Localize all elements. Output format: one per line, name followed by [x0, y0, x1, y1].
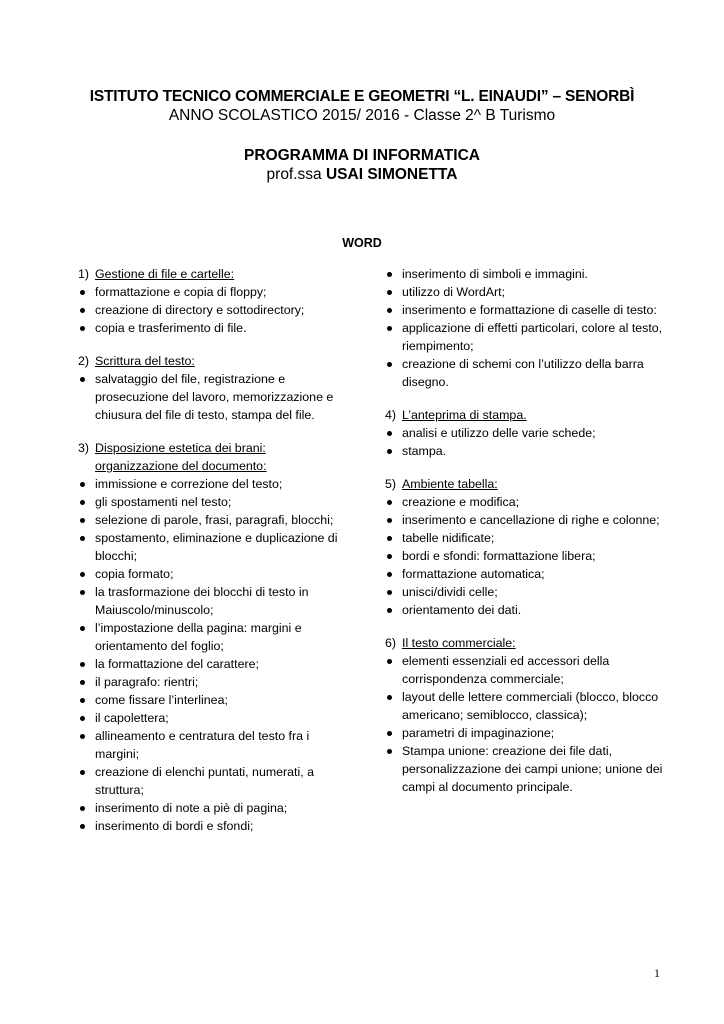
- section-number: 5): [385, 477, 397, 491]
- bullet-icon: [80, 626, 85, 631]
- bullet-icon: [80, 308, 85, 313]
- bullet-icon: [387, 290, 392, 295]
- bullet-icon: [80, 698, 85, 703]
- bullet-icon: [387, 449, 392, 454]
- list-item-text: applicazione di effetti particolari, colore al testo, riempimento;: [402, 321, 663, 353]
- bullet-icon: [387, 590, 392, 595]
- bullet-icon: [80, 662, 85, 667]
- bullet-icon: [387, 326, 392, 331]
- section-heading: [385, 634, 665, 652]
- list-item: [385, 442, 665, 460]
- list-item: [78, 763, 340, 799]
- list-item-text: allineamento e centratura del testo fra i margini;: [95, 729, 310, 761]
- list-item-text: orientamento dei dati.: [402, 603, 522, 617]
- list-item: [385, 319, 665, 355]
- bullet-icon: [80, 824, 85, 829]
- list-item: [385, 265, 665, 283]
- bullet-icon: [387, 731, 392, 736]
- list-item-text: inserimento di bordi e sfondi;: [95, 819, 254, 833]
- list-item-text: la trasformazione dei blocchi di testo in Maiuscolo/minuscolo;: [95, 585, 309, 617]
- list-item-text: stampa.: [402, 444, 447, 458]
- list-item-text: la formattazione del carattere;: [95, 657, 259, 671]
- list-item-text: copia formato;: [95, 567, 174, 581]
- bullet-list: [385, 424, 665, 460]
- list-item: [78, 619, 340, 655]
- list-item: [385, 355, 665, 391]
- list-item: [385, 688, 665, 724]
- list-item-text: parametri di impaginazione;: [402, 726, 555, 740]
- program-section: [385, 475, 665, 619]
- list-item: [385, 493, 665, 511]
- section-spacer: [385, 391, 665, 406]
- bullet-icon: [80, 482, 85, 487]
- section-spacer: [385, 619, 665, 634]
- list-item-text: creazione di elenchi puntati, numerati, a struttura;: [95, 765, 315, 797]
- program-section: [78, 265, 340, 337]
- bullet-list: [78, 475, 340, 835]
- list-item: [78, 493, 340, 511]
- section-number: 2): [78, 354, 90, 368]
- program-section: [385, 634, 665, 796]
- bullet-icon: [387, 362, 392, 367]
- bullet-icon: [387, 749, 392, 754]
- list-item-text: elementi essenziali ed accessori della corrispondenza commerciale;: [402, 654, 610, 686]
- list-item-text: formattazione e copia di floppy;: [95, 285, 267, 299]
- section-number: 4): [385, 408, 397, 422]
- bullet-list: [385, 265, 665, 391]
- list-item: [78, 655, 340, 673]
- bullet-icon: [80, 500, 85, 505]
- list-item-text: il paragrafo: rientri;: [95, 675, 199, 689]
- school-year: ANNO SCOLASTICO 2015/ 2016 - Classe 2^ B Turismo: [168, 107, 556, 124]
- list-item-text: inserimento di note a piè di pagina;: [95, 801, 288, 815]
- list-item-text: tabelle nidificate;: [402, 531, 495, 545]
- list-item: [78, 799, 340, 817]
- list-item: [78, 817, 340, 835]
- section-spacer: [78, 337, 340, 352]
- bullet-icon: [387, 554, 392, 559]
- bullet-icon: [387, 431, 392, 436]
- bullet-icon: [80, 734, 85, 739]
- section-title: Disposizione estetica dei brani: organizzazione del documento:: [95, 441, 267, 473]
- list-item: [78, 583, 340, 619]
- bullet-icon: [80, 572, 85, 577]
- bullet-icon: [80, 716, 85, 721]
- list-item: [385, 283, 665, 301]
- bullet-icon: [80, 377, 85, 382]
- list-item-text: immissione e correzione del testo;: [95, 477, 283, 491]
- teacher-name: USAI SIMONETTA: [325, 166, 458, 183]
- bullet-icon: [80, 536, 85, 541]
- bullet-icon: [80, 290, 85, 295]
- list-item: [385, 301, 665, 319]
- bullet-icon: [80, 770, 85, 775]
- list-item: [78, 565, 340, 583]
- section-spacer: [78, 424, 340, 439]
- list-item: [78, 673, 340, 691]
- list-item: [78, 511, 340, 529]
- section-number: 1): [78, 267, 90, 281]
- list-item-text: l’impostazione della pagina: margini e orientamento del foglio;: [95, 621, 302, 653]
- section-number: 6): [385, 636, 397, 650]
- program-section: [385, 406, 665, 460]
- section-title: L’anteprima di stampa.: [402, 408, 527, 422]
- list-item-text: utilizzo di WordArt;: [402, 285, 506, 299]
- list-item: [385, 652, 665, 688]
- section-heading: [78, 265, 340, 283]
- teacher-prefix: prof.ssa: [266, 166, 322, 183]
- list-item: [385, 601, 665, 619]
- section-heading: [78, 352, 340, 370]
- section-spacer: [385, 460, 665, 475]
- bullet-icon: [80, 680, 85, 685]
- list-item: [385, 565, 665, 583]
- bullet-list: [385, 493, 665, 619]
- bullet-icon: [387, 518, 392, 523]
- list-item: [78, 283, 340, 301]
- list-item-text: selezione di parole, frasi, paragrafi, blocchi;: [95, 513, 334, 527]
- list-item: [78, 691, 340, 709]
- subject-heading: WORD: [342, 236, 382, 250]
- list-item: [385, 547, 665, 565]
- list-item-text: Stampa unione: creazione dei file dati, personalizzazione dei campi unione; unione dei campi al documento principale.: [402, 744, 663, 794]
- list-item-text: inserimento di simboli e immagini.: [402, 267, 588, 281]
- section-number: 3): [78, 441, 90, 455]
- list-item: [78, 727, 340, 763]
- teacher-line: [0, 166, 724, 184]
- bullet-icon: [387, 659, 392, 664]
- list-item: [385, 529, 665, 547]
- bullet-icon: [387, 536, 392, 541]
- section-heading: [385, 406, 665, 424]
- list-item-text: creazione e modifica;: [402, 495, 520, 509]
- list-item: [385, 724, 665, 742]
- bullet-icon: [80, 806, 85, 811]
- section-title: Gestione di file e cartelle:: [95, 267, 235, 281]
- list-item-text: creazione di schemi con l’utilizzo della barra disegno.: [402, 357, 644, 389]
- list-item-text: bordi e sfondi: formattazione libera;: [402, 549, 596, 563]
- section-heading: [385, 475, 665, 493]
- list-item: [78, 319, 340, 337]
- bullet-icon: [80, 326, 85, 331]
- section-heading: [78, 439, 340, 475]
- list-item-text: come fissare l’interlinea;: [95, 693, 228, 707]
- bullet-list: [385, 652, 665, 796]
- list-item-text: copia e trasferimento di file.: [95, 321, 247, 335]
- list-item: [78, 370, 340, 424]
- list-item-text: layout delle lettere commerciali (blocco, blocco americano; semiblocco, classica);: [402, 690, 659, 722]
- bullet-list: [78, 370, 340, 424]
- list-item-text: spostamento, eliminazione e duplicazione di blocchi;: [95, 531, 338, 563]
- list-item-text: il capolettera;: [95, 711, 169, 725]
- bullet-icon: [387, 695, 392, 700]
- list-item: [385, 583, 665, 601]
- program-section: [78, 439, 340, 835]
- list-item: [78, 709, 340, 727]
- program-title: PROGRAMMA DI INFORMATICA: [244, 147, 480, 164]
- bullet-icon: [387, 608, 392, 613]
- page-number: 1: [654, 966, 660, 980]
- left-column: [78, 265, 340, 835]
- list-item: [385, 742, 665, 796]
- list-item: [78, 301, 340, 319]
- bullet-icon: [387, 308, 392, 313]
- bullet-icon: [80, 590, 85, 595]
- list-item-text: creazione di directory e sottodirectory;: [95, 303, 305, 317]
- list-item: [78, 529, 340, 565]
- list-item: [385, 511, 665, 529]
- bullet-icon: [387, 572, 392, 577]
- bullet-list: [78, 283, 340, 337]
- bullet-icon: [80, 518, 85, 523]
- list-item-text: inserimento e cancellazione di righe e colonne;: [402, 513, 660, 527]
- section-title: Il testo commerciale:: [402, 636, 516, 650]
- list-item-text: unisci/dividi celle;: [402, 585, 498, 599]
- bullet-icon: [387, 272, 392, 277]
- list-item: [78, 475, 340, 493]
- list-item-text: analisi e utilizzo delle varie schede;: [402, 426, 596, 440]
- bullet-icon: [387, 500, 392, 505]
- list-item-text: gli spostamenti nel testo;: [95, 495, 232, 509]
- list-item-text: salvataggio del file, registrazione e prosecuzione del lavoro, memorizzazione e chiusura del file di testo, stampa del file.: [95, 372, 334, 422]
- list-item: [385, 424, 665, 442]
- right-column: [385, 265, 665, 796]
- section-title: Scrittura del testo:: [95, 354, 195, 368]
- list-item-text: inserimento e formattazione di caselle di testo:: [402, 303, 657, 317]
- institute-title: ISTITUTO TECNICO COMMERCIALE E GEOMETRI “L. EINAUDI” – SENORBÌ: [89, 88, 635, 105]
- list-item-text: formattazione automatica;: [402, 567, 545, 581]
- program-section: [78, 352, 340, 424]
- section-title: Ambiente tabella:: [402, 477, 498, 491]
